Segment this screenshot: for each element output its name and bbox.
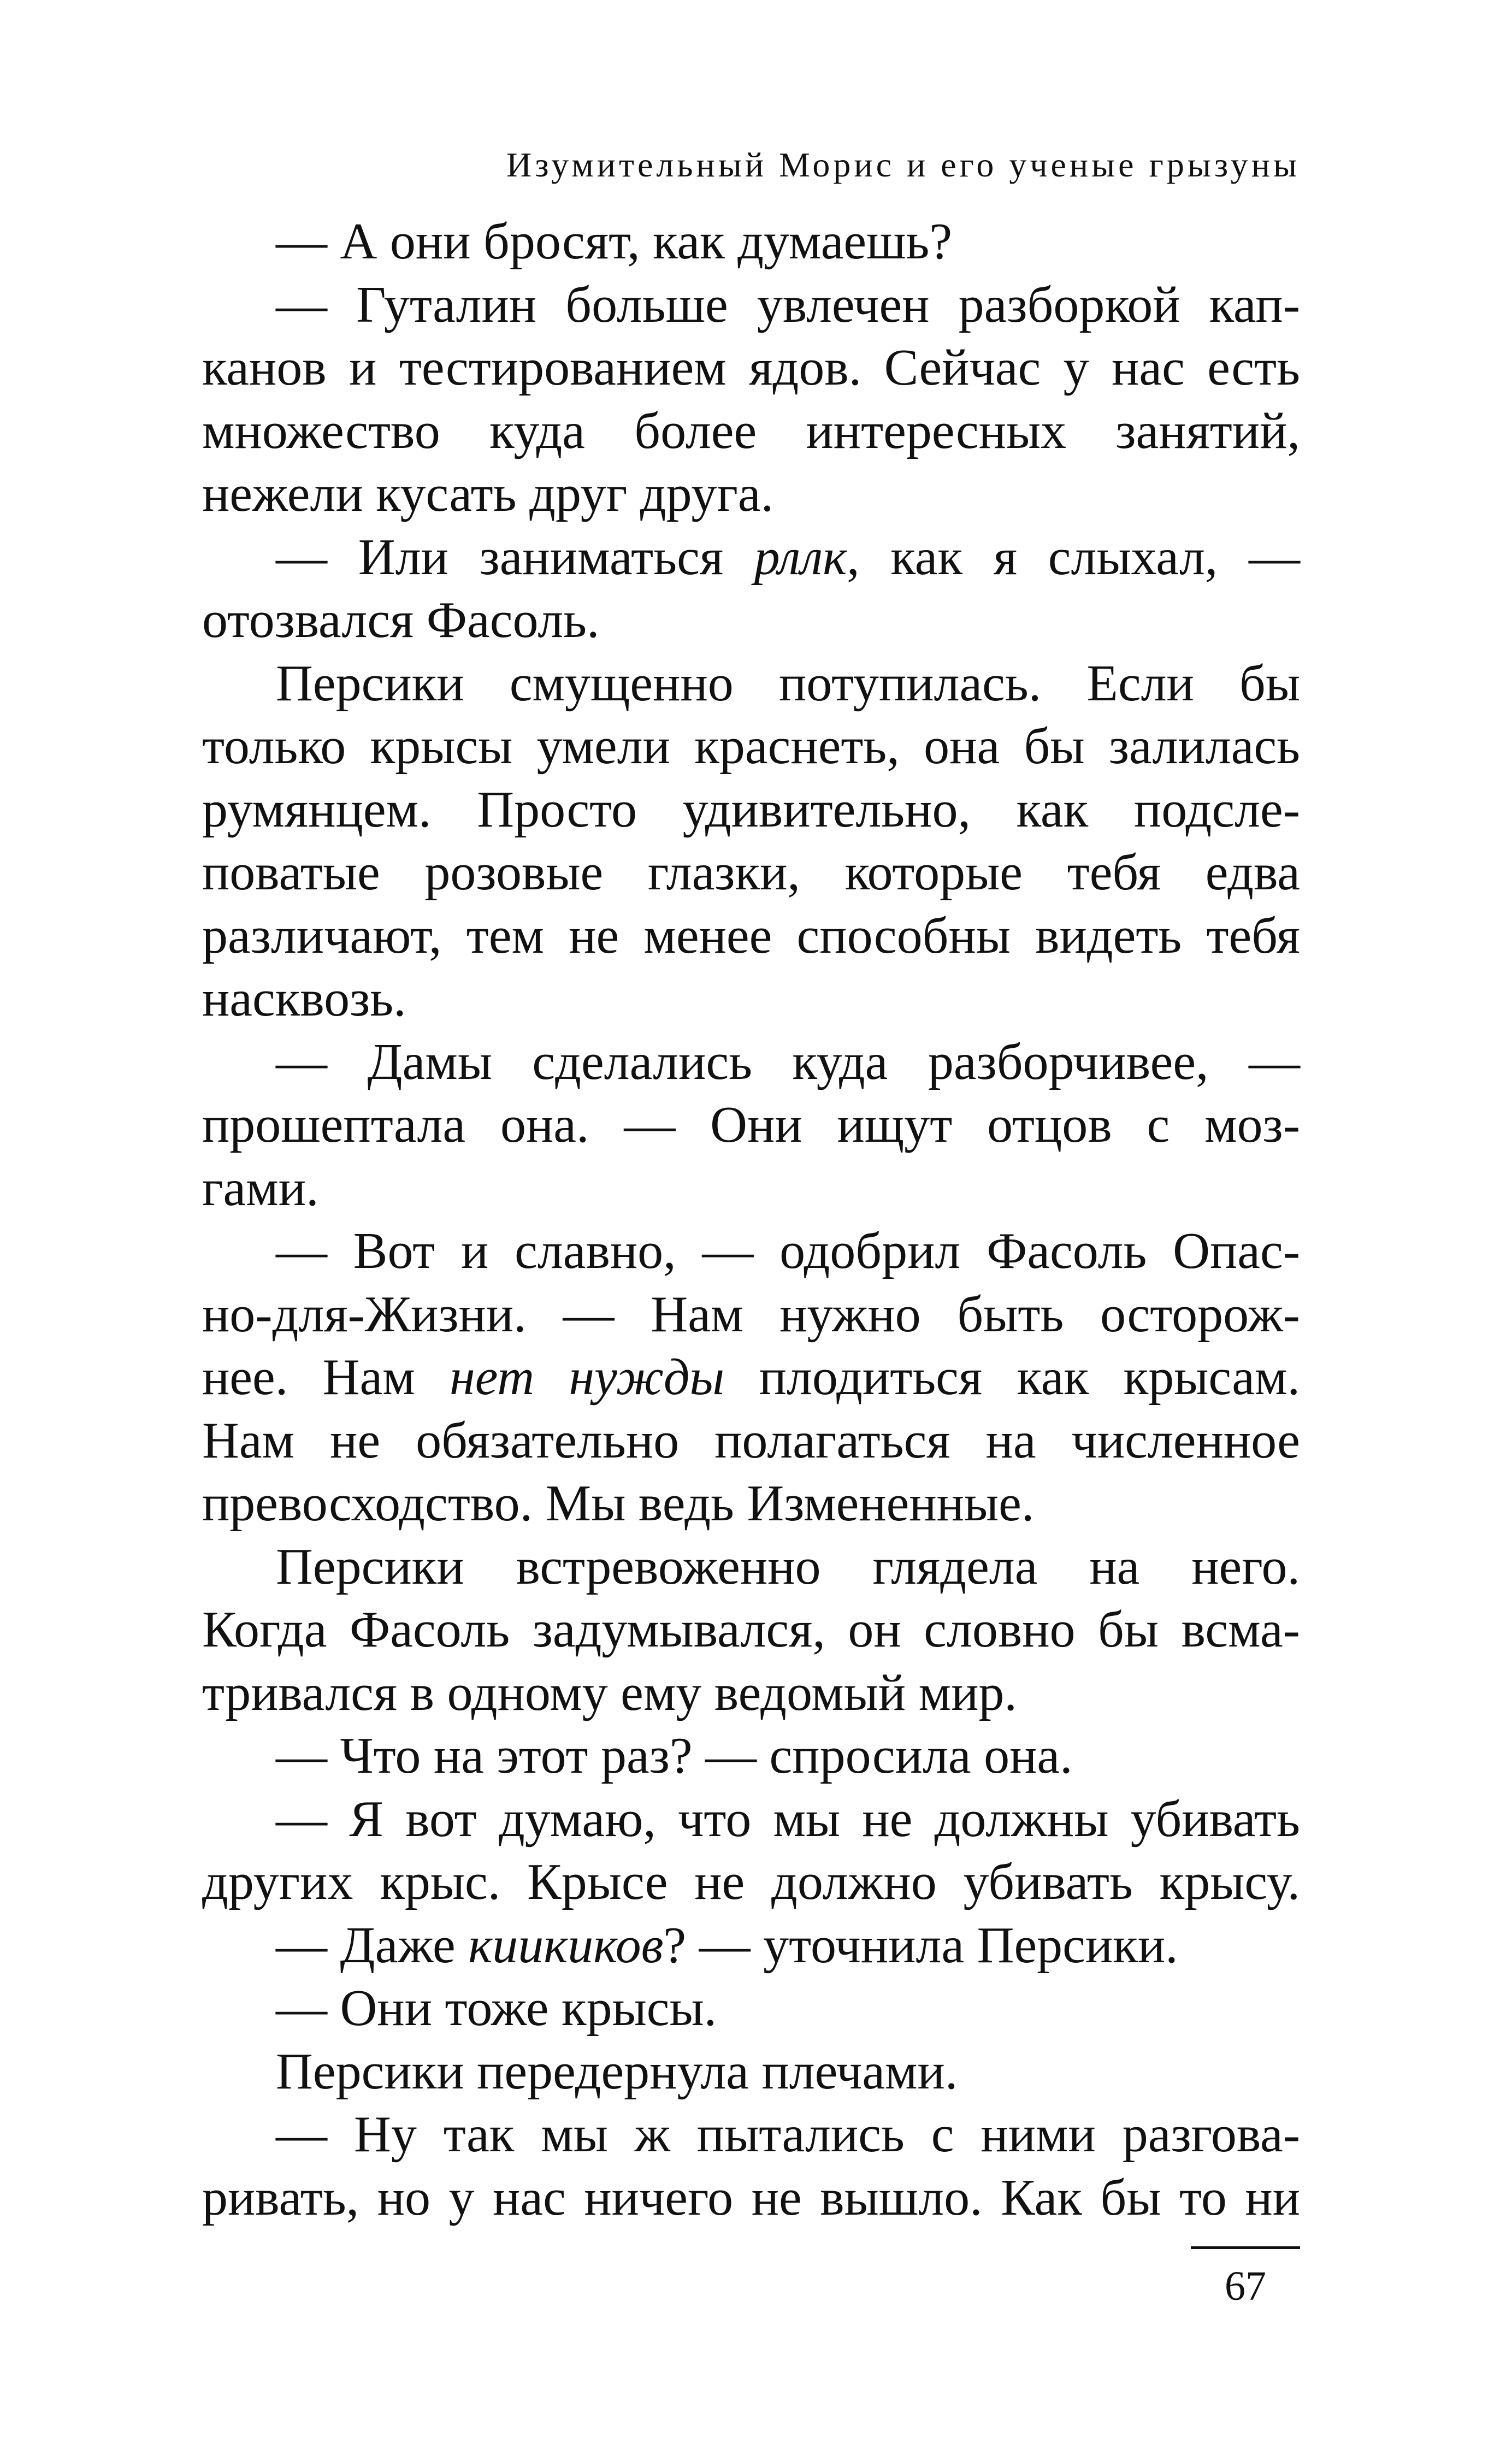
text-run: — Что на этот раз? — спросила она. (276, 1727, 1073, 1784)
text-run: поватые розовые глазки, которые тебя едва (202, 844, 1300, 901)
text-line (202, 463, 1300, 526)
text-run: Когда Фасоль задумывался, он словно бы всма- (202, 1601, 1300, 1658)
text-line (202, 1346, 1300, 1409)
text-run: нее. Нам (202, 1349, 450, 1406)
running-head: Изумительный Морис и его ученые грызуны (506, 145, 1300, 184)
body-text (202, 210, 1300, 2229)
text-run: гами. (202, 1159, 319, 1217)
text-line (202, 1157, 1300, 1220)
text-line (202, 400, 1300, 463)
text-line (202, 1788, 1300, 1851)
text-line (202, 1409, 1300, 1473)
text-line (202, 1031, 1300, 1094)
text-run: плодиться как крысам. (724, 1349, 1300, 1406)
text-line (202, 967, 1300, 1031)
text-run: румянцем. Просто удивительно, как подсле- (202, 781, 1300, 838)
text-line (202, 589, 1300, 652)
text-run: — Я вот думаю, что мы не должны убивать (276, 1790, 1300, 1848)
text-run: Персики передернула плечами. (276, 2043, 958, 2100)
text-run: только крысы умели краснеть, она бы залилась (202, 718, 1300, 775)
text-run: различают, тем не менее способны видеть тебя (202, 907, 1300, 964)
text-run: других крыс. Крысе не должно убивать крысу. (202, 1854, 1300, 1910)
text-run: тривался в одному ему ведомый мир. (202, 1664, 1017, 1721)
text-run: Нам не обязательно полагаться на численное (202, 1412, 1300, 1469)
text-line (202, 1914, 1300, 1978)
text-run: нежели кусать друг друга. (202, 465, 774, 522)
text-run: но-для-Жизни. — Нам нужно быть осторож- (202, 1285, 1300, 1343)
text-run: — Даже (276, 1916, 469, 1974)
text-run: , как я слыхал, — (847, 528, 1300, 586)
footer-rule (1191, 2246, 1300, 2249)
text-run: — Вот и славно, — одобрил Фасоль Опас- (276, 1223, 1300, 1279)
text-line (202, 1725, 1300, 1788)
text-line (202, 905, 1300, 968)
italic-text: киикиков (468, 1916, 664, 1974)
text-line (202, 2103, 1300, 2167)
text-run: насквозь. (202, 970, 406, 1027)
text-line (202, 1977, 1300, 2040)
page-number: 67 (1225, 2263, 1266, 2309)
text-run: Персики смущенно потупилась. Если бы (276, 654, 1300, 712)
italic-text: рллк (754, 528, 847, 586)
text-line (202, 1094, 1300, 1157)
text-run: — Дамы сделались куда разборчивее, — (276, 1033, 1300, 1090)
text-line (202, 274, 1300, 337)
text-run: — Или заниматься (276, 528, 754, 586)
text-line (202, 841, 1300, 905)
text-line (202, 1536, 1300, 1599)
text-line (202, 2040, 1300, 2104)
text-run: превосходство. Мы ведь Измененные. (202, 1475, 1035, 1532)
text-run: прошептала она. — Они ищут отцов с моз- (202, 1096, 1300, 1153)
text-run: множество куда более интересных занятий, (202, 402, 1300, 459)
text-run: ривать, но у нас ничего не вышло. Как бы то ни (202, 2169, 1300, 2226)
text-line (202, 1598, 1300, 1662)
text-line (202, 1283, 1300, 1347)
text-line (202, 1662, 1300, 1725)
text-line (202, 652, 1300, 716)
italic-text: нет нужды (450, 1349, 725, 1406)
text-run: Персики встревоженно глядела на него. (276, 1538, 1300, 1595)
text-line (202, 210, 1300, 274)
text-line (202, 1472, 1300, 1536)
text-run: — Гуталин больше увлечен разборкой кап- (276, 276, 1300, 333)
text-run: канов и тестированием ядов. Сейчас у нас есть (202, 339, 1300, 396)
text-line (202, 337, 1300, 400)
text-run: отозвался Фасоль. (202, 592, 600, 648)
text-line (202, 526, 1300, 589)
text-line (202, 715, 1300, 778)
text-run: — А они бросят, как думаешь? (276, 213, 953, 270)
text-line (202, 1851, 1300, 1914)
text-run: ? — уточнила Персики. (663, 1916, 1178, 1974)
text-run: — Ну так мы ж пытались с ними разгова- (276, 2106, 1300, 2163)
text-line (202, 2167, 1300, 2230)
text-run: — Они тоже крысы. (276, 1980, 717, 2037)
text-line (202, 1220, 1300, 1283)
text-line (202, 778, 1300, 842)
